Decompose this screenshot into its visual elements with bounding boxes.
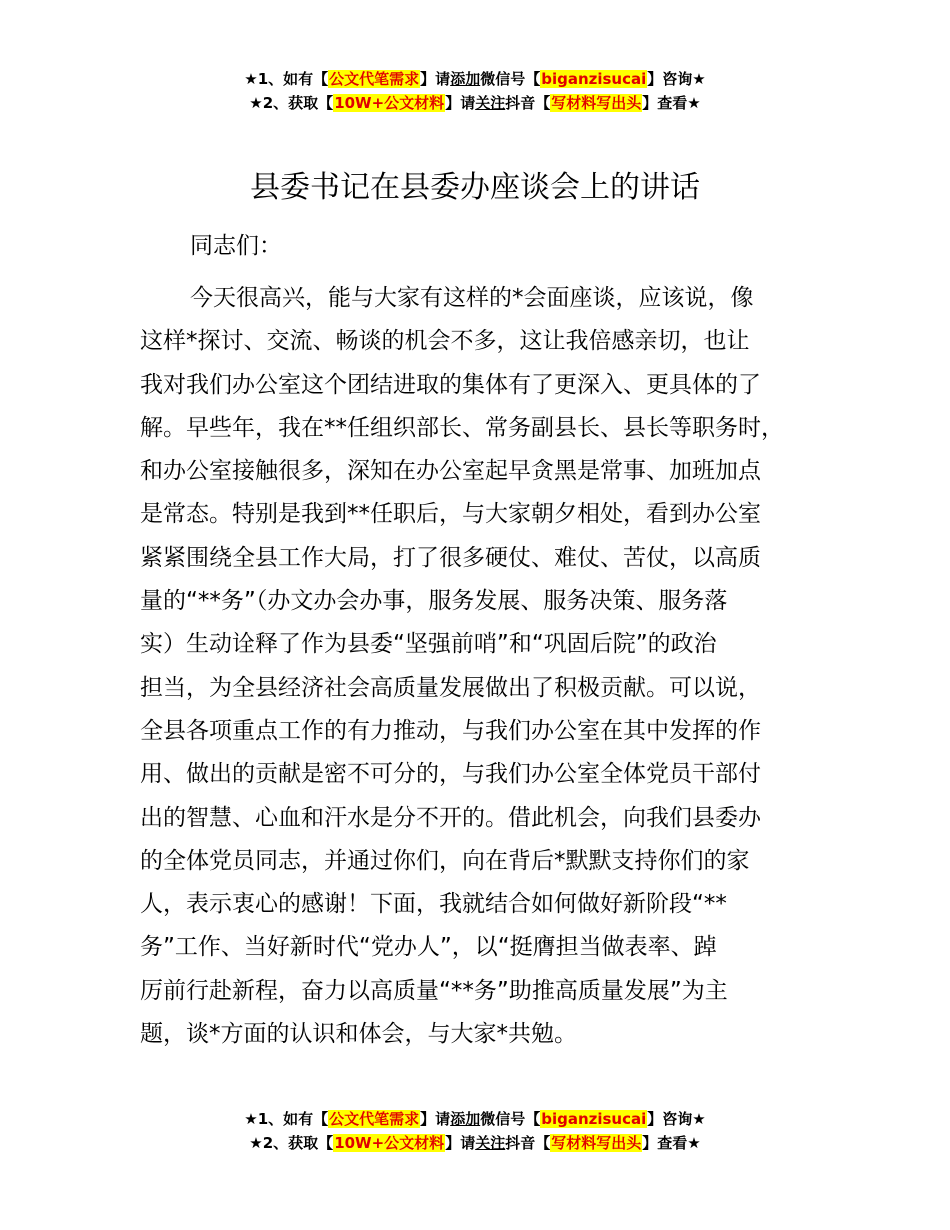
banner-text: 】请 — [420, 70, 451, 88]
banner-text: ★1、如有【 — [244, 1110, 329, 1128]
paragraph-line: 我对我们办公室这个团结进取的集体有了更深入、更具体的了 — [140, 371, 761, 398]
paragraph-line: 的全体党员同志，并通过你们，向在背后*默默支持你们的家 — [140, 847, 750, 874]
banner-line-1 — [0, 67, 950, 91]
salutation: 同志们： — [190, 233, 282, 259]
banner-line-2 — [0, 91, 950, 115]
banner-text: ★1、如有【 — [244, 70, 329, 88]
banner-text: 】请 — [445, 1134, 476, 1152]
paragraph-line: 厉前行赴新程，奋力以高质量“**务”助推高质量发展”为主 — [140, 977, 728, 1004]
document-title: 县委书记在县委办座谈会上的讲话 — [250, 170, 700, 205]
paragraph-line: 用、做出的贡献是密不可分的，与我们办公室全体党员干部付 — [140, 761, 761, 788]
banner-line-1 — [0, 1107, 950, 1131]
paragraph-line: 和办公室接触很多，深知在办公室起早贪黑是常事、加班加点 — [140, 458, 761, 485]
banner-text: 抖音【 — [505, 94, 551, 112]
paragraph-line: 全县各项重点工作的有力推动，与我们办公室在其中发挥的作 — [140, 717, 761, 744]
banner-text: 】查看★ — [642, 94, 701, 112]
paragraph-line: 量的“**务”（办文办会办事，服务发展、服务决策、服务落 — [140, 588, 728, 615]
banner-text: 】查看★ — [642, 1134, 701, 1152]
banner-highlight: 写材料写出头 — [551, 94, 642, 112]
banner-highlight: biganzisucai — [541, 1110, 647, 1128]
banner-text: ★2、获取【 — [249, 1134, 334, 1152]
banner-highlight: 10W+公文材料 — [334, 94, 445, 112]
paragraph-line: 担当，为全县经济社会高质量发展做出了积极贡献。可以说， — [140, 674, 761, 701]
banner-highlight: 写材料写出头 — [551, 1134, 642, 1152]
paragraph-line: 人，表示衷心的感谢！下面，我就结合如何做好新阶段“** — [140, 891, 727, 918]
paragraph-line: 题，谈*方面的认识和体会，与大家*共勉。 — [140, 1021, 577, 1048]
banner-text: 抖音【 — [505, 1134, 551, 1152]
banner-text: 】咨询★ — [647, 70, 706, 88]
banner-text: 】请 — [445, 94, 476, 112]
banner-text: ★2、获取【 — [249, 94, 334, 112]
banner-underline: 添加 — [450, 1110, 481, 1128]
banner-text: 】请 — [420, 1110, 451, 1128]
banner-highlight: biganzisucai — [541, 70, 647, 88]
paragraph-line: 实）生动诠释了作为县委“坚强前哨”和“巩固后院”的政治 — [140, 631, 717, 658]
banner-underline: 关注 — [475, 1134, 506, 1152]
header-banner — [0, 67, 950, 115]
banner-highlight: 10W+公文材料 — [334, 1134, 445, 1152]
paragraph-line: 紧紧围绕全县工作大局，打了很多硬仗、难仗、苦仗，以高质 — [140, 544, 761, 571]
banner-underline: 关注 — [475, 94, 506, 112]
paragraph-line: 是常态。特别是我到**任职后，与大家朝夕相处，看到办公室 — [140, 501, 761, 528]
footer-banner — [0, 1107, 950, 1155]
body-paragraph — [140, 277, 840, 1056]
banner-highlight: 公文代笔需求 — [329, 1110, 420, 1128]
banner-line-2 — [0, 1131, 950, 1155]
banner-text: 微信号【 — [480, 70, 541, 88]
banner-highlight: 公文代笔需求 — [329, 70, 420, 88]
paragraph-line: 出的智慧、心血和汗水是分不开的。借此机会，向我们县委办 — [140, 804, 761, 831]
paragraph-line: 务”工作、当好新时代“党办人”，以“挺膺担当做表率、踔 — [140, 934, 717, 961]
paragraph-line: 今天很高兴，能与大家有这样的*会面座谈，应该说，像 — [190, 285, 754, 311]
banner-text: 】咨询★ — [647, 1110, 706, 1128]
paragraph-line: 这样*探讨、交流、畅谈的机会不多，这让我倍感亲切，也让 — [140, 328, 750, 355]
banner-text: 微信号【 — [480, 1110, 541, 1128]
banner-underline: 添加 — [450, 70, 481, 88]
paragraph-line: 解。早些年，我在**任组织部长、常务副县长、县长等职务时， — [140, 414, 784, 441]
